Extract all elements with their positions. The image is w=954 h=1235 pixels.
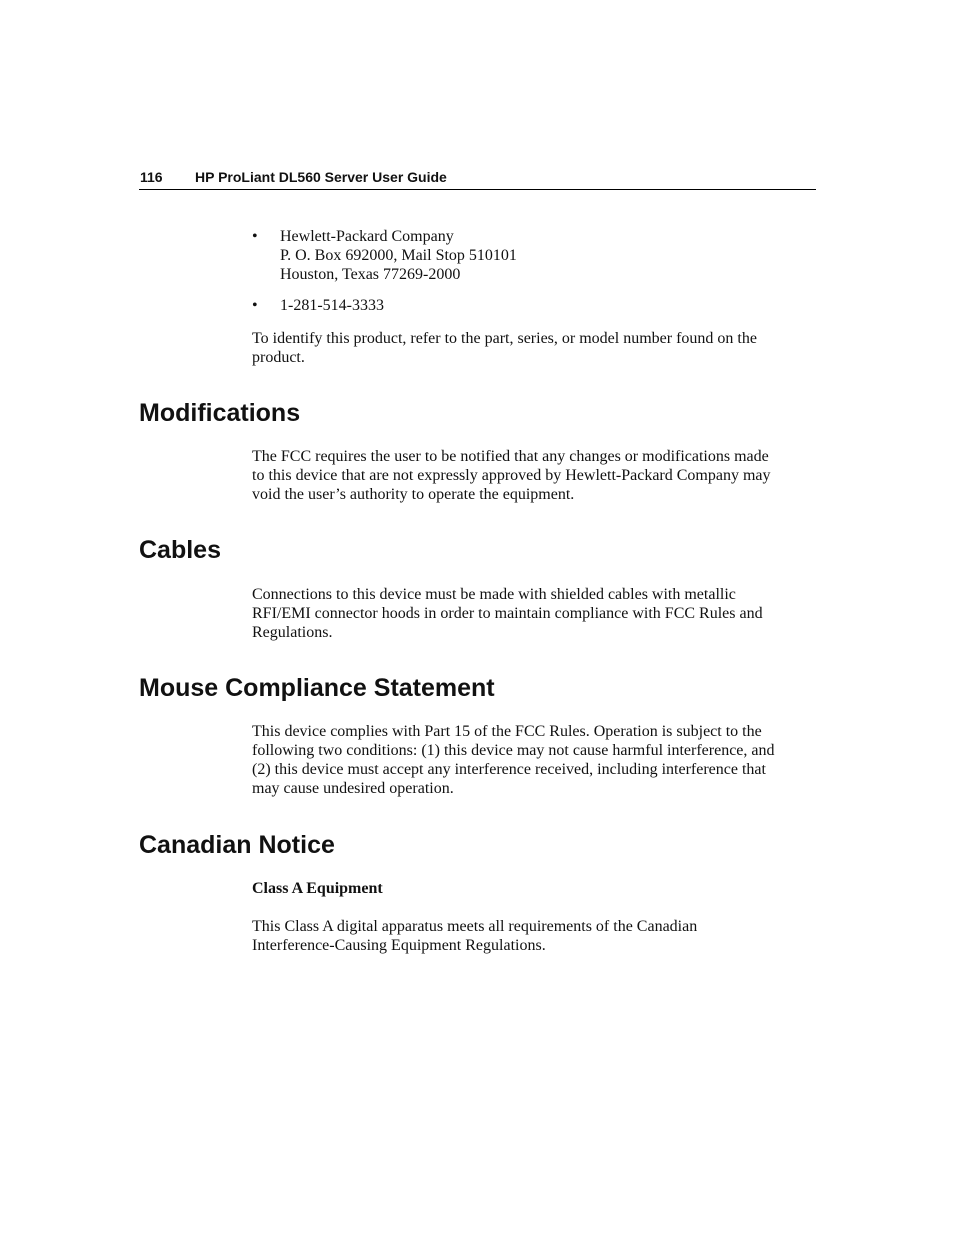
page-number: 116 [140,169,163,185]
bullet-icon: • [252,297,258,314]
canadian-paragraph: This Class A digital apparatus meets all requirements of the Canadian Interference-Causing Equipment Regulations. [252,918,698,954]
address-line: Houston, Texas 77269-2000 [280,266,461,283]
subheading-class-a: Class A Equipment [252,880,383,897]
heading-cables: Cables [139,536,221,564]
address-line: P. O. Box 692000, Mail Stop 510101 [280,247,517,264]
running-header [139,168,816,190]
heading-canadian-notice: Canadian Notice [139,831,335,859]
modifications-paragraph: The FCC requires the user to be notified that any changes or modifications made to this device that are not expressly approved by Hewlett-Packard Company may void the user’s authority to operate the equipment. [252,448,771,503]
address-line: Hewlett-Packard Company [280,228,454,245]
document-title: HP ProLiant DL560 Server User Guide [195,169,447,185]
phone-number: 1-281-514-3333 [280,297,384,314]
bullet-icon: • [252,228,258,245]
heading-mouse-compliance: Mouse Compliance Statement [139,674,495,702]
identify-paragraph: To identify this product, refer to the part, series, or model number found on the product. [252,330,757,366]
cables-paragraph: Connections to this device must be made with shielded cables with metallic RFI/EMI connector hoods in order to maintain compliance with FCC Rules and Regulations. [252,586,763,641]
mouse-compliance-paragraph: This device complies with Part 15 of the FCC Rules. Operation is subject to the following two conditions: (1) this device may not cause harmful interference, and (2) this device must accept any interference received, including interference that may cause undesired operation. [252,723,775,797]
heading-modifications: Modifications [139,399,301,427]
